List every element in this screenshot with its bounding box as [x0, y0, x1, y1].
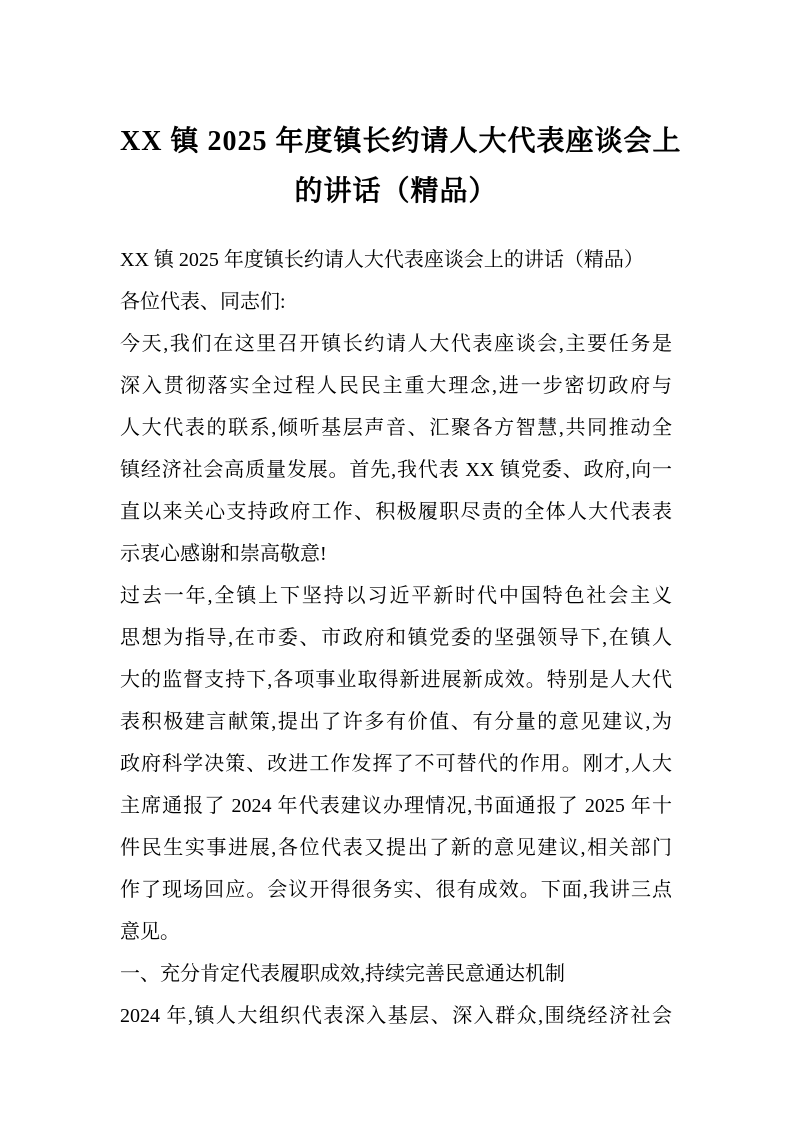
text-line: 一、充分肯定代表履职成效,持续完善民意通达机制	[120, 963, 565, 985]
text-line: 直以来关心支持政府工作、积极履职尽责的全体人大代表表	[120, 501, 672, 523]
text-line: 深入贯彻落实全过程人民民主重大理念,进一步密切政府与	[120, 375, 672, 397]
document-title	[120, 117, 682, 217]
text-line: 思想为指导,在市委、市政府和镇党委的坚强领导下,在镇人	[120, 627, 672, 649]
text-line: 件民生实事进展,各位代表又提出了新的意见建议,相关部门	[120, 837, 672, 859]
text-line: 各位代表、同志们:	[120, 291, 286, 313]
text-line: 示衷心感谢和崇高敬意!	[120, 543, 327, 565]
text-line: 作了现场回应。会议开得很务实、很有成效。下面,我讲三点	[120, 879, 672, 901]
text-line: 人大代表的联系,倾听基层声音、汇聚各方智慧,共同推动全	[120, 417, 672, 439]
text-line: 镇经济社会高质量发展。首先,我代表 XX 镇党委、政府,向一	[120, 459, 672, 481]
paragraph-salutation	[120, 281, 672, 323]
paragraph-body	[120, 575, 672, 953]
text-line: 表积极建言献策,提出了许多有价值、有分量的意见建议,为	[120, 711, 672, 733]
text-line: 意见。	[120, 921, 180, 943]
document-body	[120, 239, 672, 1037]
text-line: 过去一年,全镇上下坚持以习近平新时代中国特色社会主义	[120, 585, 672, 607]
text-line: 主席通报了 2024 年代表建议办理情况,书面通报了 2025 年十	[120, 795, 672, 817]
title-line-2: 的讲话（精品）	[294, 176, 498, 207]
paragraph-heading	[120, 953, 672, 995]
text-line: XX 镇 2025 年度镇长约请人大代表座谈会上的讲话（精品）	[120, 249, 644, 271]
paragraph-body	[120, 995, 672, 1037]
title-line-1: XX 镇 2025 年度镇长约请人大代表座谈会上	[120, 126, 682, 157]
text-line: 今天,我们在这里召开镇长约请人大代表座谈会,主要任务是	[120, 333, 672, 355]
paragraph-body	[120, 323, 672, 575]
text-line: 2024 年,镇人大组织代表深入基层、深入群众,围绕经济社会	[120, 1005, 672, 1027]
text-line: 大的监督支持下,各项事业取得新进展新成效。特别是人大代	[120, 669, 672, 691]
text-line: 政府科学决策、改进工作发挥了不可替代的作用。刚才,人大	[120, 753, 672, 775]
paragraph-subtitle	[120, 239, 672, 281]
